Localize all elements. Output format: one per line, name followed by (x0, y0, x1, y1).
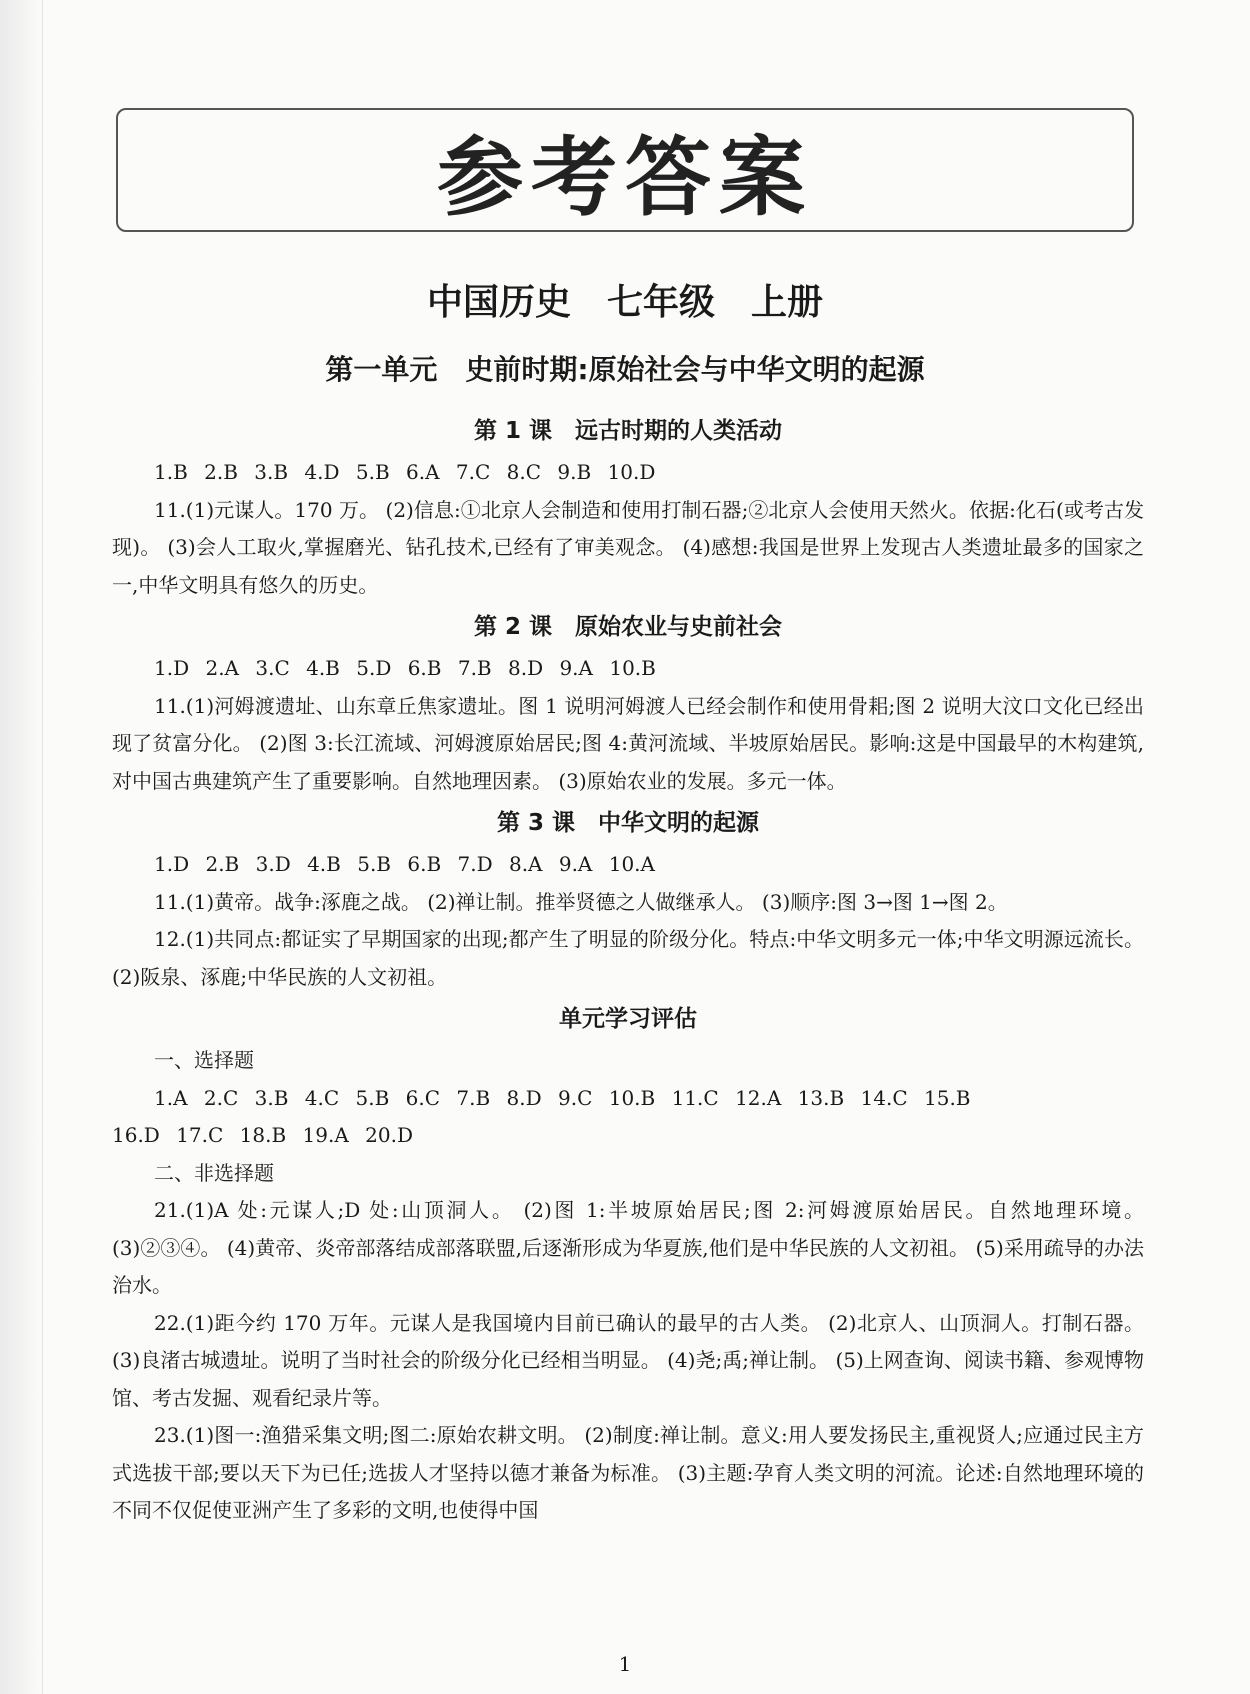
page-number: 1 (618, 1652, 632, 1676)
lesson-2-answer-11: 11.(1)河姆渡遗址、山东章丘焦家遗址。图 1 说明河姆渡人已经会制作和使用骨耜;图 2 说明大汶口文化已经出现了贫富分化。 (2)图 3:长江流域、河姆渡原始居民;图 4:黄河流域、半坡原始居民。影响:这是中国最早的木构建筑,对中国古典建筑产生了重要影响。自然地理因素。 (3)原始农业的发展。多元一体。 (112, 693, 1144, 793)
lesson-3-heading: 第 3 课 中华文明的起源 (496, 810, 760, 836)
lesson-1-heading: 第 1 课 远古时期的人类活动 (473, 418, 783, 444)
assessment-part2-label: 二、非选择题 (154, 1160, 274, 1185)
unit-title: 第一单元 史前时期:原始社会与中华文明的起源 (325, 353, 925, 386)
lesson-3-choices: 1.D 2.B 3.D 4.B 5.B 6.B 7.D 8.A 9.A 10.A (154, 852, 655, 876)
assessment-heading: 单元学习评估 (559, 1006, 697, 1032)
lesson-3-answer-11: 11.(1)黄帝。战争:涿鹿之战。 (2)禅让制。推举贤德之人做继承人。 (3)顺序:图 3→图 1→图 2。 (154, 889, 1008, 914)
title-box (116, 108, 1134, 232)
scan-left-edge (0, 0, 43, 1694)
assessment-part1-label: 一、选择题 (154, 1048, 254, 1072)
lesson-2-choices: 1.D 2.A 3.C 4.B 5.D 6.B 7.B 8.D 9.A 10.B (154, 656, 656, 680)
assessment-choices-line1: 1.A 2.C 3.B 4.C 5.B 6.C 7.B 8.D 9.C 10.B 11.C 12.A 13.B 14.C 15.B (154, 1085, 971, 1110)
lesson-2-heading: 第 2 课 原始农业与史前社会 (473, 614, 783, 640)
book-title: 中国历史 七年级 上册 (426, 282, 823, 323)
lesson-1-answer-11: 11.(1)元谋人。170 万。 (2)信息:①北京人会制造和使用打制石器;②北京人会使用天然火。依据:化石(或考古发现)。 (3)会人工取火,掌握磨光、钻孔技术,已经有了审美观念。 (4)感想:我国是世界上发现古人类遗址最多的国家之一,中华文明具有悠久的历史。 (112, 497, 1144, 597)
assessment-choices-line2: 16.D 17.C 18.B 19.A 20.D (112, 1123, 413, 1147)
page-title: 参考答案 (437, 128, 813, 228)
lesson-1-choices: 1.B 2.B 3.B 4.D 5.B 6.A 7.C 8.C 9.B 10.D (154, 460, 656, 484)
assessment-answer-23: 23.(1)图一:渔猎采集文明;图二:原始农耕文明。 (2)制度:禅让制。意义:用人要发扬民主,重视贤人;应通过民主方式选拔干部;要以天下为已任;选拔人才坚持以德才兼备为标准。 (3)主题:孕育人类文明的河流。论述:自然地理环境的不同不仅促使亚洲产生了多彩的文明,也使得中国 (112, 1423, 1144, 1522)
assessment-answer-22: 22.(1)距今约 170 万年。元谋人是我国境内目前已确认的最早的古人类。 (2)北京人、山顶洞人。打制石器。 (3)良渚古城遗址。说明了当时社会的阶级分化已经相当明显。 (4)尧;禹;禅让制。 (5)上网查询、阅读书籍、参观博物馆、考古发掘、观看纪录片等。 (112, 1310, 1144, 1410)
answer-content (112, 408, 1144, 1530)
assessment-answer-21: 21.(1)A 处:元谋人;D 处:山顶洞人。 (2)图 1:半坡原始居民;图 2:河姆渡原始居民。自然地理环境。 (3)②③④。 (4)黄帝、炎帝部落结成部落联盟,后逐渐形成为华夏族,他们是中华民族的人文初祖。 (5)采用疏导的办法治水。 (112, 1198, 1144, 1297)
lesson-3-answer-12: 12.(1)共同点:都证实了早期国家的出现;都产生了明显的阶级分化。特点:中华文明多元一体;中华文明源远流长。 (2)阪泉、涿鹿;中华民族的人文初祖。 (112, 927, 1144, 989)
